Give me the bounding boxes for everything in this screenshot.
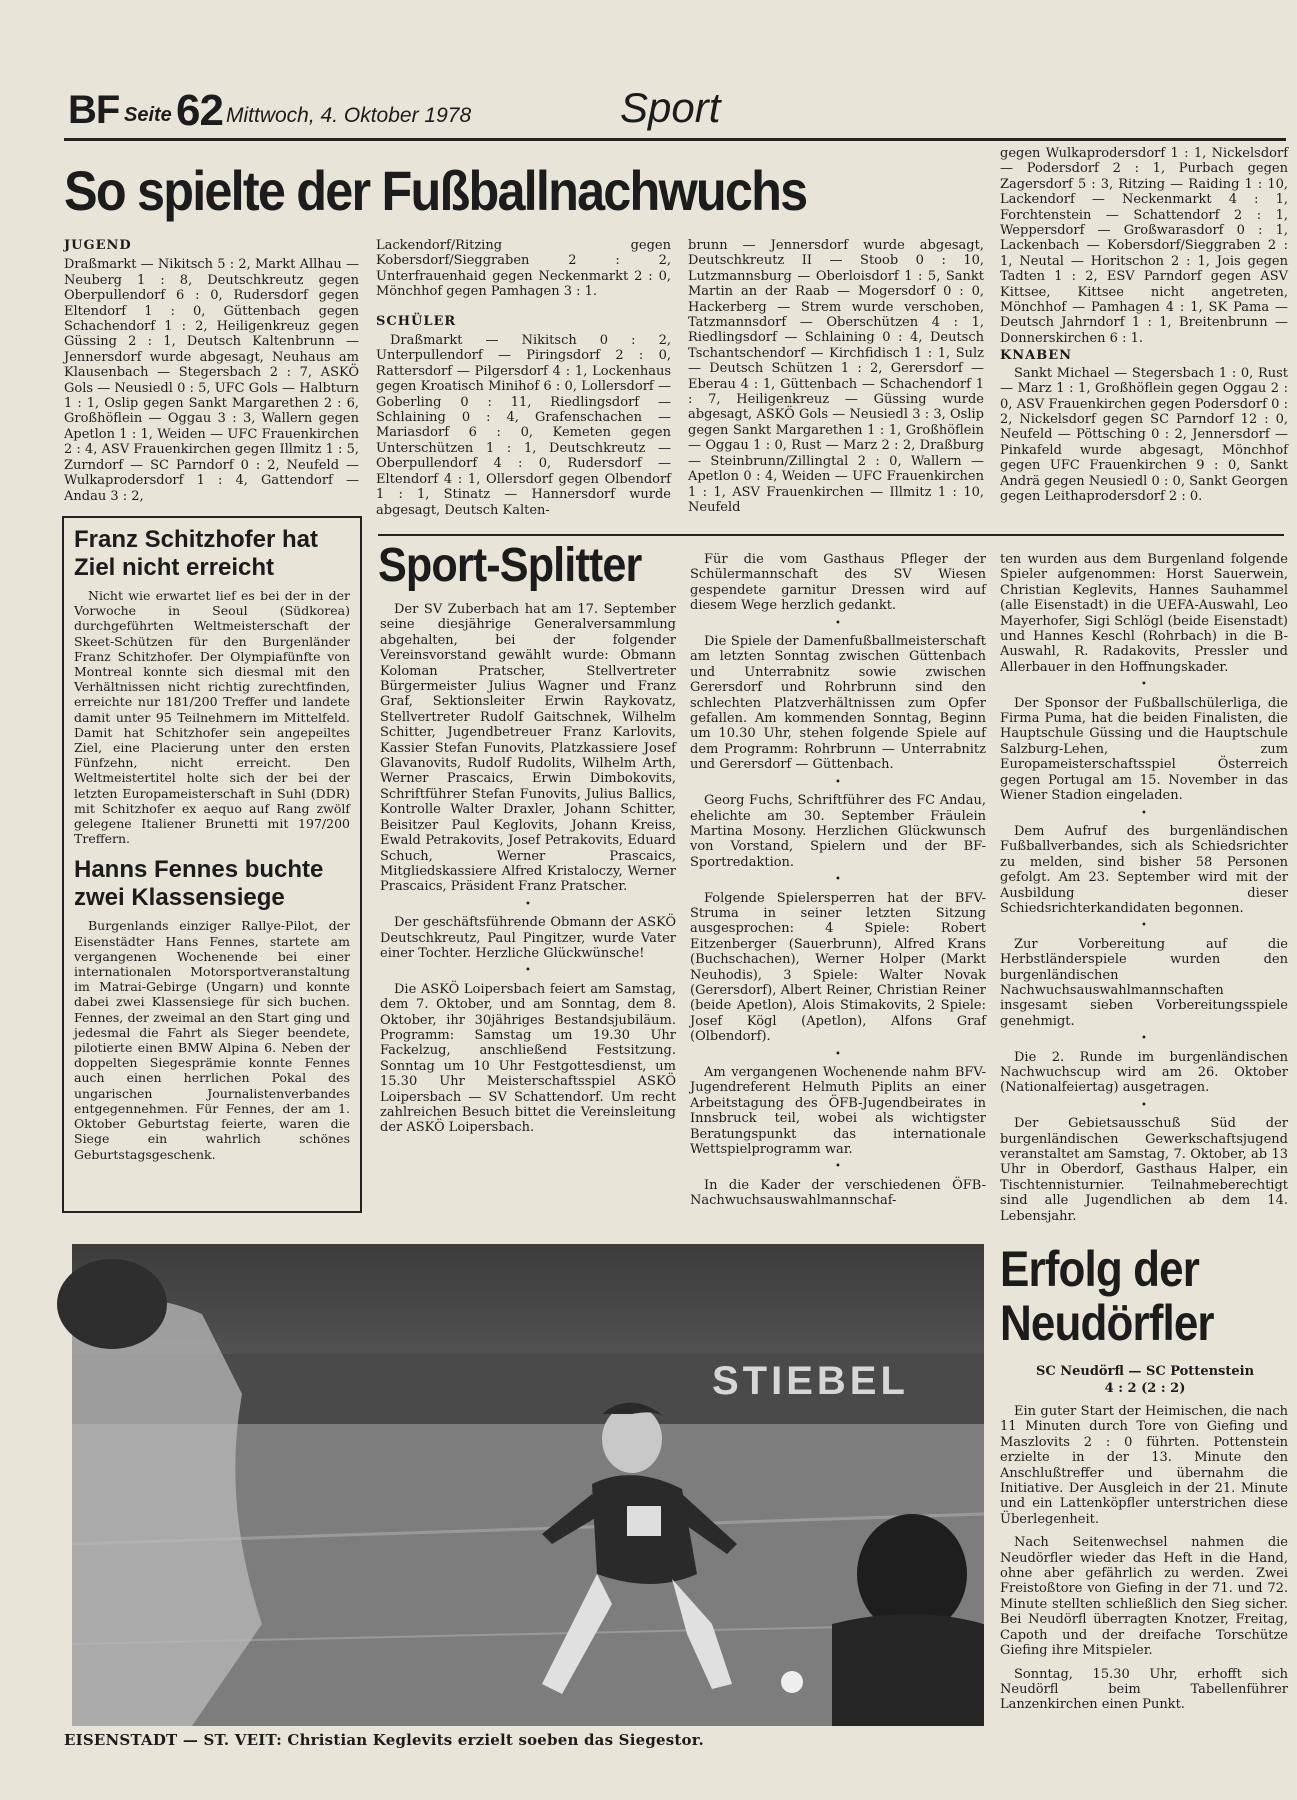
fennes-text: Burgenlands einziger Rallye-Pilot, der Eisenstädter Hans Fennes, startete am vergangenen Wochenende bei einer internationalen Motorsportveranstaltung im Matrai-Gebirge (Ungarn) und konnte dabei zwei Klassensiege für sich buchen. Fennes, der zweimal an den Start ging und jedesmal die Fahrt als Sieger beendete, pilotierte einen BMW Alpina 6. Neben der doppelten Siegesprämie konnte Fennes auch einen herrlichen Pokal des ungarischen Journalistenverbandes entgegennehmen. Für Fennes, der am 1. Oktober Geburtstag feierte, waren die Siege ein wahrlich schönes Geburtstagsgeschenk. — [74, 918, 350, 1162]
bullet-separator: • — [1141, 679, 1147, 691]
splitter-col-2 — [690, 552, 986, 1212]
box-articles — [62, 516, 362, 1213]
knaben-results: Sankt Michael — Stegersbach 1 : 0, Rust — Marz 1 : 1, Großhöflein gegen Oggau 2 : 0, ASV Frauenkirchen gegen Podersdorf 0 : 2, Nickelsdorf gegen SC Parndorf 12 : 0, Neufeld — Pöttsching 0 : 2, Jennersdorf — Pinkafeld wurde abgesagt, Mönchhof gegen UFC Frauenkirchen 9 : 0, Sankt Andrä gegen Neusiedl 0 : 0, Sankt Georgen gegen Leithaprodersdorf 2 : 0. — [1000, 365, 1288, 504]
match-subline: SC Neudörfl — SC Pottenstein — [1035, 1364, 1255, 1379]
bullet-separator: • — [835, 1161, 841, 1173]
splitter-item: Für die vom Gasthaus Pfleger der Schülermannschaft des SV Wiesen gespendete garnitur Dressen wird auf diesem Wege herzlich gedankt. — [690, 552, 986, 614]
youth-col2-text: Lackendorf/Ritzing gegen Kobersdorf/Sieggraben 2 : 2, Unterfrauenhaid gegen Neckenmarkt 2 : 0, Mönchhof gegen Pamhagen 3 : 1. — [376, 238, 671, 300]
bullet-separator: • — [525, 898, 531, 910]
splitter-item: Der Gebietsausschuß Süd der burgenländischen Gewerkschaftsjugend veranstaltet am Samstag, 7. Oktober, ab 13 Uhr in Oberdorf, Gasthaus Halper, ein Tischtennisturnier. Teilnahmeberechtigt sind alle Jugendlichen ab dem 14. Lebensjahr. — [1000, 1116, 1288, 1224]
bullet-separator: • — [1141, 920, 1147, 932]
splitter-item: Georg Fuchs, Schriftführer des FC Andau, ehelichte am 30. September Fräulein Martina Mosony. Herzlichen Glückwunsch von Vorstand, Spielern und der BF-Sportredaktion. — [690, 793, 986, 870]
masthead-page-number: 62 — [176, 86, 223, 135]
match-paragraph: Sonntag, 15.30 Uhr, erhofft sich Neudörfl beim Tabellenführer Lanzenkirchen einen Punkt. — [1000, 1666, 1288, 1713]
schitzhofer-body — [74, 588, 350, 846]
schueler-label: SCHÜLER — [376, 313, 457, 329]
splitter-item: Dem Aufruf des burgenländischen Fußballverbandes, sich als Schiedsrichter zu melden, sind bisher 58 Personen gefolgt. Am 23. September wird mit der Ausbildung dieser Schiedsrichterkandidaten begonnen. — [1000, 823, 1288, 916]
splitter-col-3 — [1000, 552, 1288, 1224]
splitter-item: Die ASKÖ Loipersbach feiert am Samstag, dem 7. Oktober, und am Sonntag, dem 8. Oktober, ihr 30jähriges Bestandsjubiläum. Programm: Samstag um 19.30 Uhr Fackelzug, anschließend Festsitzung. Sonntag um 10 Uhr Festgottesdienst, um 15.30 Uhr Meisterschaftsspiel ASKÖ Loipersbach — SV Schattendorf. Um recht zahlreichen Besuch bittet die Vereinsleitung der ASKÖ Loipersbach. — [380, 981, 676, 1136]
knaben-label: KNABEN — [1000, 348, 1073, 364]
bullet-separator: • — [1141, 1099, 1147, 1111]
fennes-body — [74, 918, 350, 1161]
splitter-item: Der geschäftsführende Obmann der ASKÖ Deutschkreutz, Paul Pingitzer, wurde Vater einer Tochter. Herzliche Glückwünsche! — [380, 915, 676, 961]
youth-col-1 — [64, 238, 359, 504]
masthead-seite-label: Seite — [124, 104, 172, 126]
masthead-rule — [64, 138, 1286, 141]
splitter-item: Die 2. Runde im burgenländischen Nachwuchscup wird am 26. Oktober (Nationalfeiertag) ausgetragen. — [1000, 1049, 1288, 1096]
match-photo-illustration — [72, 1244, 984, 1726]
match-headline-line2: Neudörfler — [1000, 1295, 1214, 1351]
youth-col-4 — [1000, 146, 1288, 508]
fennes-headline: Hanns Fennes buchte zwei Klassensiege — [74, 856, 324, 912]
bullet-separator: • — [835, 1048, 841, 1060]
masthead-section: Sport — [620, 84, 721, 131]
bullet-separator: • — [835, 617, 841, 629]
bullet-separator: • — [525, 965, 531, 977]
splitter-item: Folgende Spielersperren hat der BFV-Struma in seiner letzten Sitzung ausgesprochen: 4 Spiele: Robert Eitzenberger (Sauerbrunn), Alfred Krans (Buchschachen), Werner Holper (Markt Neuhodis), 3 Spiele: Walter Novak (Gerersdorf), Albert Reiner, Christian Reiner (beide Apetlon), Alois Stimakovits, 2 Spiele: Josef Kögl (Apetlon), Alfons Graf (Olbendorf). — [690, 890, 986, 1045]
match-photo — [72, 1244, 984, 1726]
splitter-item: Die Spiele der Damenfußballmeisterschaft am letzten Sonntag zwischen Güttenbach und Unterrabnitz sowie zwischen Gerersdorf und Rohrbrunn sind den schlechten Platzverhältnissen zum Opfer gefallen. Am kommenden Sonntag, Beginn um 10.30 Uhr, stehen folgende Spiele auf dem Programm: Rohrbrunn — Unterrabnitz und Gerersdorf — Güttenbach. — [690, 634, 986, 773]
stadium-banner: STIEBEL — [712, 1359, 909, 1403]
jugend-results: Draßmarkt — Nikitsch 5 : 2, Markt Allhau — Neuberg 1 : 8, Deutschkreutz gegen Oberpullendorf 6 : 0, Rudersdorf gegen Eltendorf 1 : 0, Güttenbach gegen Schachendorf 1 : 2, Heiligenkreuz gegen Güssing 2 : 1, Deutsch Kaltenbrunn — Jennersdorf wurde abgesagt, Neuhaus am Klausenbach — Stegersbach 2 : 7, ASKÖ Gols — Neusiedl 0 : 5, UFC Gols — Halbturn 1 : 1, Oslip gegen Sankt Margarethen 2 : 6, Großhöflein — Oggau 3 : 3, Wallern gegen Apetlon 1 : 1, Weiden — UFC Frauenkirchen 2 : 4, ASV Frauenkirchen gegen Illmitz 1 : 5, Zurndorf — SC Parndorf 0 : 2, Neufeld — Wulkaprodersdorf 1 : 4, Gattendorf — Andau 3 : 2, — [64, 257, 359, 504]
match-report — [1000, 1404, 1288, 1784]
bullet-separator: • — [835, 874, 841, 886]
bullet-separator: • — [1141, 807, 1147, 819]
splitter-item: Zur Vorbereitung auf die Herbstländerspiele wurden den burgenländischen Nachwuchsauswahlmannschaften insgesamt sieben Vorbereitungsspiele genehmigt. — [1000, 936, 1288, 1029]
splitter-headline: Sport-Splitter — [378, 539, 642, 592]
jugend-label: JUGEND — [64, 238, 132, 253]
schitzhofer-text: Nicht wie erwartet lief es bei der in der Vorwoche in Seoul (Südkorea) durchgeführten Weltmeisterschaft der Skeet-Schützen für den Burgenländer Franz Schitzhofer. Der Olympiafünfte von Montreal konnte sich diesmal mit den Verhältnissen nicht richtig zurechtfinden, erreichte nur 181/200 Treffer und landete damit unter 95 Teilnehmern im Mittelfeld. Damit hat Schitzhofer sein angepeiltes Ziel, eine Placierung unter den ersten Fünfzehn, nicht erreicht. Den Weltmeistertitel holte sich der bei der letzten Europameisterschaft in Suhl (DDR) mit Schitzhofer ex aequo auf Rang zwölf gelegene Italiener Brunetti mit 197/200 Treffern. — [74, 588, 350, 847]
photo-caption: EISENSTADT — ST. VEIT: Christian Keglevits erzielt soeben das Siegestor. — [64, 1731, 704, 1749]
splitter-item: In die Kader der verschiedenen ÖFB-Nachwuchsauswahlmannschaf- — [690, 1177, 986, 1209]
youth-col-3 — [688, 238, 984, 515]
masthead-date: Mittwoch, 4. Oktober 1978 — [226, 104, 472, 127]
schueler-results: Draßmarkt — Nikitsch 0 : 2, Unterpullendorf — Piringsdorf 2 : 0, Rattersdorf — Pilgersdorf 4 : 1, Lockenhaus gegen Kroatisch Minihof 6 : 0, Lollersdorf — Goberling 0 : 11, Riedlingsdorf — Schlaining 0 : 4, Grafenschachen — Mariasdorf 6 : 0, Kemeten gegen Unterschützen 1 : 1, Deutschkreutz — Oberpullendorf 4 : 0, Rudersdorf — Eltendorf 4 : 1, Ollersdorf gegen Olbendorf 1 : 1, Stinatz — Hannersdorf wurde abgesagt, Deutsch Kalten- — [376, 333, 671, 518]
youth-results-headline: So spielte der Fußballnachwuchs — [64, 159, 807, 222]
bullet-separator: • — [835, 776, 841, 788]
match-paragraph: Ein guter Start der Heimischen, die nach 11 Minuten durch Tore von Giefing und Maszlovits 2 : 0 führten. Pottenstein erzielte in der 13. Minute den Anschlußtreffer und übernahm die Initiative. Der Ausgleich in der 21. Minute und ein Lattenköpfler unterstrichen diese Überlegenheit. — [1000, 1404, 1288, 1527]
splitter-item: ten wurden aus dem Burgenland folgende Spieler aufgenommen: Horst Sauerwein, Christian Keglevits, Hannes Sauhammel (alle Eisenstadt) in die UEFA-Auswahl, Leo Mayerhofer, Sigi Schlögl (beide Eisenstadt) und Hannes Keschl (Rohrbach) in die B-Auswahl, R. Radakovits, Pressler und Allerbauer in den Hoffnungskader. — [1000, 552, 1288, 675]
schitzhofer-headline: Franz Schitzhofer hat Ziel nicht erreicht — [74, 526, 319, 581]
youth-col3-text: brunn — Jennersdorf wurde abgesagt, Deutschkreutz II — Stoob 0 : 10, Lutzmannsburg — Oberloisdorf 1 : 5, Sankt Martin an der Raab — Mogersdorf 0 : 0, Hackerberg — Strem wurde verschoben, Tatzmannsdorf — Oberschützen 4 : 1, Riedlingsdorf — Schlaining 0 : 4, Deutsch Tschantschendorf — Kirchfidisch 1 : 1, Sulz — Deutsch Schützen 1 : 2, Gerersdorf — Eberau 4 : 1, Güttenbach — Schachendorf 1 : 7, Heiligenkreuz — Güssing wurde abgesagt, ASKÖ Gols — Neusiedl 3 : 3, Oslip gegen Sankt Margarethen 1 : 1, Großhöflein — Oggau 1 : 0, Rust — Marz 2 : 2, Draßburg — Steinbrunn/Zillingtal 2 : 0, Wallern — Apetlon 0 : 4, Weiden — UFC Frauenkirchen 1 : 1, ASV Frauenkirchen — Illmitz 1 : 10, Neufeld — [688, 238, 984, 515]
match-paragraph: Nach Seitenwechsel nahmen die Neudörfler wieder das Heft in die Hand, ohne aber gefährlich zu werden. Zwei Freistoßtore von Giefing in der 71. und 72. Minute stellten schließlich den Sieg sicher. Bei Neudörfl überragten Knotzer, Freitag, Capoth und der dreifache Torschütze Giefing ihre Mitspieler. — [1000, 1535, 1288, 1659]
match-headline-line1: Erfolg der — [1000, 1241, 1200, 1297]
youth-col4-text: gegen Wulkaprodersdorf 1 : 1, Nickelsdorf — Podersdorf 2 : 1, Purbach gegen Zagersdorf 5 : 3, Ritzing — Raiding 1 : 10, Lackendorf — Neckenmarkt 4 : 1, Forchtenstein — Schattendorf 2 : 1, Weppersdorf — Großwarasdorf 0 : 1, Lackenbach — Kobersdorf/Sieggraben 2 : 1, Neutal — Horitschon 2 : 1, Jois gegen Tadten 1 : 2, ESV Parndorf gegen ASV Kittsee, Kittsee nicht angetreten, Mönchhof — Pamhagen 4 : 1, SK Pama — Deutsch Jahrndorf 1 : 1, Breitenbrunn — Donnerskirchen 6 : 1. — [1000, 146, 1288, 346]
splitter-item: Am vergangenen Wochenende nahm BFV-Jugendreferent Helmuth Piplits an einer Arbeitstagung des ÖFB-Jugendbeirates in Innsbruck teil, wobei als wichtigster Beratungspunkt das internationale Wettspielprogramm war. — [690, 1065, 986, 1158]
match-score: 4 : 2 (2 : 2) — [1104, 1381, 1186, 1396]
bullet-separator: • — [1141, 1033, 1147, 1045]
splitter-item: Der Sponsor der Fußballschülerliga, die Firma Puma, hat die beiden Finalisten, die Hauptschule Güssing und die Hauptschule Salzburg-Lehen, zum Europameisterschaftsspiel Österreich gegen Portugal am 15. November in das Wiener Stadion eingeladen. — [1000, 695, 1288, 804]
splitter-item: Der SV Zuberbach hat am 17. September seine diesjährige Generalversammlung abgehalten, bei der folgender Vereinsvorstand gewählt wurde: Obmann Koloman Pratscher, Stellvertreter Bürgermeister Julius Wagner und Franz Graf, Sektionsleiter Erwin Raykovatz, Stellvertreter Rudolf Gaitschnek, Wilhelm Schitter, Jugendbetreuer Franz Karlovits, Kassier Stefan Funovits, Platzkassiere Josef Glavanovits, Rudolf Rudolits, Wilhelm Arth, Werner Prascaics, Erwin Dimbokovits, Schriftführer Stefan Funovits, Julius Ballics, Kontrolle Walter Draxler, Johann Schitter, Beisitzer Paul Keglovits, Johann Kreiss, Ewald Petrakovits, Josef Petrakovits, Eduard Schuch, Werner Prascaics, Mitgliedskassiere Alfred Kristaloczy, Werner Prascaics, Präsident Franz Pratscher. — [380, 602, 676, 895]
masthead-brand: BF — [68, 88, 120, 132]
splitter-col-1 — [380, 602, 676, 1208]
splitter-top-rule — [378, 534, 1284, 536]
youth-col-2 — [376, 238, 671, 518]
